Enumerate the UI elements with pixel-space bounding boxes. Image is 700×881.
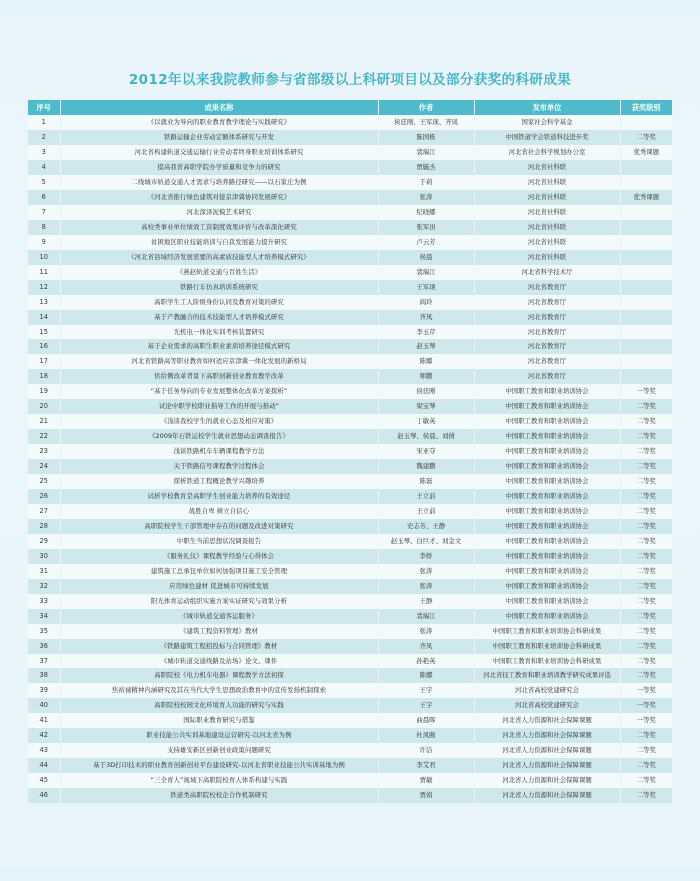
cell-name: 河北省构建轨道交通运输行业劳动者终身职业培训体系研究 [60, 145, 378, 160]
cell-no: 17 [28, 354, 60, 369]
page-top-margin [0, 0, 700, 14]
cell-no: 21 [28, 414, 60, 429]
cell-author: 陈娜 [378, 668, 474, 683]
cell-author: 纪晓娜 [378, 205, 474, 220]
cell-author: 梁宝琴 [378, 399, 474, 414]
cell-no: 33 [28, 594, 60, 609]
cell-award [620, 310, 672, 325]
cell-award: 一等奖 [620, 384, 672, 399]
cell-name: 高职学生工人阶级身份认同及教育对策的研究 [60, 295, 378, 310]
cell-author: 赵玉琴、白巨才、刘金文 [378, 534, 474, 549]
cell-name: 职业技能公共实训基地建设运营研究-以河北省为例 [60, 728, 378, 743]
cell-org: 河北省教育厅 [474, 310, 620, 325]
cell-no: 11 [28, 265, 60, 280]
table-row [28, 668, 672, 683]
cell-author: 裴瑞江 [378, 265, 474, 280]
cell-author: 裴瑞江 [378, 609, 474, 624]
cell-org: 河北省人力资源和社会保障课题 [474, 713, 620, 728]
cell-author: 李艾君 [378, 758, 474, 773]
cell-award: 二等奖 [620, 399, 672, 414]
table-row [28, 609, 672, 624]
table-row [28, 594, 672, 609]
cell-no: 18 [28, 369, 60, 384]
research-results-table [28, 100, 672, 803]
table-row [28, 683, 672, 698]
cell-org: 中国职工教育和职业培训协会科研成果 [474, 624, 620, 639]
cell-name: 《铁路建筑工程招投标与合同管理》教材 [60, 639, 378, 654]
cell-org: 中国职工教育和职业培训协会科研成果 [474, 654, 620, 669]
cell-author: 齐凤 [378, 639, 474, 654]
cell-org: 中国职工教育和职业培训协会 [474, 609, 620, 624]
cell-author: 李娇 [378, 549, 474, 564]
cell-award [620, 369, 672, 384]
cell-name: 高职院校《电力机车电器》课程教学方法初探 [60, 668, 378, 683]
cell-org: 河北省人力资源和社会保障课题 [474, 773, 620, 788]
cell-no: 20 [28, 399, 60, 414]
cell-author: 杜凤颐 [378, 728, 474, 743]
cell-org: 河北省社科联 [474, 175, 620, 190]
cell-org: 中国职工教育和职业培训协会 [474, 519, 620, 534]
cell-name: 贫困地区职业技能培训与自我发展能力提升研究 [60, 235, 378, 250]
results-table-container [0, 100, 700, 803]
page-title: 2012年以来我院教师参与省部级以上科研项目以及部分获奖的科研成果 [128, 72, 572, 88]
cell-author: 张军田 [378, 220, 474, 235]
cell-author: 裴瑞江 [378, 145, 474, 160]
cell-name: 焦裕禄精神内涵研究及其在当代大学生思想政治教育中的宣传发扬机制探索 [60, 683, 378, 698]
cell-name: 《河北省推行绿色建筑对接京津冀协同发展研究》 [60, 190, 378, 205]
cell-author: 赵玉琴、侯晨、刘倩 [378, 429, 474, 444]
cell-org: 中国职工教育和职业培训协会 [474, 414, 620, 429]
cell-name: 《燕赵轨道交通与百姓生活》 [60, 265, 378, 280]
cell-org: 中国职工教育和职业培训协会 [474, 534, 620, 549]
table-row [28, 624, 672, 639]
cell-no: 23 [28, 444, 60, 459]
cell-award [620, 205, 672, 220]
cell-no: 5 [28, 175, 60, 190]
cell-award: 一等奖 [620, 698, 672, 713]
cell-no: 7 [28, 205, 60, 220]
cell-org: 河北省教育厅 [474, 354, 620, 369]
cell-name: “基于任务导向的专业发展整体化改革方案探析” [60, 384, 378, 399]
table-row [28, 713, 672, 728]
table-row [28, 459, 672, 474]
cell-award [620, 160, 672, 175]
column-header-author: 作者 [378, 100, 474, 115]
cell-no: 36 [28, 639, 60, 654]
cell-name: 《河北省县域经济发展需要的高素质技能型人才培养模式研究》 [60, 250, 378, 265]
cell-no: 10 [28, 250, 60, 265]
cell-no: 9 [28, 235, 60, 250]
page-bottom-margin [0, 867, 700, 881]
cell-org: 中国职工教育和职业培训协会 [474, 399, 620, 414]
cell-award: 二等奖 [620, 773, 672, 788]
cell-no: 31 [28, 564, 60, 579]
cell-author: 陈娜 [378, 354, 474, 369]
table-row [28, 579, 672, 594]
table-row [28, 534, 672, 549]
cell-org: 河北省高校党建研究会 [474, 683, 620, 698]
cell-author: 王宇 [378, 683, 474, 698]
table-row [28, 444, 672, 459]
cell-name: 《城市轨道交通客运服务》 [60, 609, 378, 624]
cell-author: 王立前 [378, 489, 474, 504]
table-row [28, 235, 672, 250]
cell-author: 孙艳英 [378, 654, 474, 669]
table-row [28, 758, 672, 773]
cell-author: 张涛 [378, 624, 474, 639]
cell-author: 于莉 [378, 175, 474, 190]
cell-no: 14 [28, 310, 60, 325]
cell-org: 中国职工教育和职业培训协会 [474, 549, 620, 564]
cell-author: 侯廷刚、王军现、齐凤 [378, 115, 474, 130]
cell-no: 43 [28, 743, 60, 758]
cell-award [620, 265, 672, 280]
cell-org: 中国职工教育和职业培训协会 [474, 384, 620, 399]
cell-award: 二等奖 [620, 788, 672, 803]
cell-no: 26 [28, 489, 60, 504]
cell-name: 铁道类高职院校校企合作机制研究 [60, 788, 378, 803]
cell-org: 河北省人力资源和社会保障课题 [474, 728, 620, 743]
cell-name: 应用绿色建材 促进城市可持续发展 [60, 579, 378, 594]
cell-award: 二等奖 [620, 624, 672, 639]
cell-no: 1 [28, 115, 60, 130]
cell-name: 《建筑工程资料管理》教材 [60, 624, 378, 639]
cell-award: 优秀课题 [620, 145, 672, 160]
cell-org: 中国职工教育和职业培训协会 [474, 579, 620, 594]
cell-name: 基于企业需求的高职生职业素质培养途径模式研究 [60, 339, 378, 354]
cell-author: 王宇 [378, 698, 474, 713]
cell-name: 国际职业教育研究与借鉴 [60, 713, 378, 728]
cell-author: 曲晨晖 [378, 713, 474, 728]
cell-no: 37 [28, 654, 60, 669]
cell-name: 《以就业为导向的职业教育教学理论与实践研究》 [60, 115, 378, 130]
cell-award: 二等奖 [620, 564, 672, 579]
cell-no: 45 [28, 773, 60, 788]
table-header-row [28, 100, 672, 115]
cell-name: 河北省铁路高等职业教育如何适应京津冀一体化发展的新格局 [60, 354, 378, 369]
cell-author: 赵玉琴 [378, 339, 474, 354]
cell-no: 42 [28, 728, 60, 743]
cell-author: 陈磊 [378, 474, 474, 489]
cell-award: 二等奖 [620, 534, 672, 549]
table-row [28, 698, 672, 713]
cell-name: 试论中职学校职业指导工作的开展与推动” [60, 399, 378, 414]
cell-no: 27 [28, 504, 60, 519]
table-row [28, 429, 672, 444]
cell-no: 16 [28, 339, 60, 354]
table-row [28, 414, 672, 429]
cell-org: 中国职工教育和职业培训协会科研成果 [474, 639, 620, 654]
cell-award: 二等奖 [620, 444, 672, 459]
table-row [28, 369, 672, 384]
cell-award [620, 325, 672, 340]
table-row [28, 354, 672, 369]
cell-no: 34 [28, 609, 60, 624]
table-row [28, 788, 672, 803]
cell-no: 3 [28, 145, 60, 160]
cell-award [620, 250, 672, 265]
table-row [28, 339, 672, 354]
column-header-no: 序号 [28, 100, 60, 115]
cell-award: 二等奖 [620, 130, 672, 145]
cell-name: 建筑施工总承包单位如何加强项目施工安全管理 [60, 564, 378, 579]
cell-org: 河北省人力资源和社会保障课题 [474, 743, 620, 758]
cell-name: 支持雄安新区创新创业政策问题研究 [60, 743, 378, 758]
cell-name: 铁路运输企业劳动定额体系研究与开发 [60, 130, 378, 145]
table-header [28, 100, 672, 115]
cell-org: 中国职工教育和职业培训协会 [474, 564, 620, 579]
cell-org: 河北省社科联 [474, 205, 620, 220]
cell-author: 丁敏英 [378, 414, 474, 429]
cell-award: 二等奖 [620, 639, 672, 654]
cell-award: 一等奖 [620, 713, 672, 728]
cell-award [620, 295, 672, 310]
table-row [28, 220, 672, 235]
cell-award: 二等奖 [620, 668, 672, 683]
cell-award: 二等奖 [620, 594, 672, 609]
cell-name: 战胜自卑 树立自信心 [60, 504, 378, 519]
cell-award: 二等奖 [620, 489, 672, 504]
table-row [28, 743, 672, 758]
cell-award: 二等奖 [620, 609, 672, 624]
cell-org: 河北省社科联 [474, 235, 620, 250]
cell-no: 35 [28, 624, 60, 639]
cell-name: 二线城市轨道交通人才需求与培养路径研究——以石家庄为例 [60, 175, 378, 190]
cell-no: 40 [28, 698, 60, 713]
cell-no: 38 [28, 668, 60, 683]
cell-award: 二等奖 [620, 429, 672, 444]
cell-no: 39 [28, 683, 60, 698]
cell-org: 河北省教育厅 [474, 280, 620, 295]
cell-author: 宋亚夺 [378, 444, 474, 459]
table-row [28, 190, 672, 205]
cell-author: 王立前 [378, 504, 474, 519]
cell-name: “三全育人”视域下高职院校育人体系构建与实践 [60, 773, 378, 788]
cell-org: 国家社会科学基金 [474, 115, 620, 130]
cell-name: 供给侧改革背景下高职创新创业教育教学改革 [60, 369, 378, 384]
cell-name: 高职院校校园文化环境育人功能的研究与实践 [60, 698, 378, 713]
table-row [28, 654, 672, 669]
table-row [28, 549, 672, 564]
cell-no: 24 [28, 459, 60, 474]
cell-org: 河北省教育厅 [474, 339, 620, 354]
table-row [28, 130, 672, 145]
cell-name: 光机电一体化实训考核装置研究 [60, 325, 378, 340]
table-row [28, 265, 672, 280]
cell-award [620, 175, 672, 190]
cell-award [620, 220, 672, 235]
cell-award: 二等奖 [620, 519, 672, 534]
table-row [28, 504, 672, 519]
cell-author: 陈国栋 [378, 130, 474, 145]
cell-name: 《服务礼仪》课程教学经验与心得体会 [60, 549, 378, 564]
cell-author: 师鹏 [378, 369, 474, 384]
cell-name: 中职生当前思想状况调查报告 [60, 534, 378, 549]
cell-author: 许洁 [378, 743, 474, 758]
column-header-org: 发布单位 [474, 100, 620, 115]
cell-author: 侯廷刚 [378, 384, 474, 399]
cell-org: 河北省人力资源和社会保障课题 [474, 788, 620, 803]
cell-award: 二等奖 [620, 758, 672, 773]
cell-author: 魏建鹏 [378, 459, 474, 474]
cell-name: 浅谈铁路机车车辆课程教学方法 [60, 444, 378, 459]
cell-award [620, 339, 672, 354]
cell-org: 河北省技工教育和职业培训教学研究成果评选 [474, 668, 620, 683]
cell-author: 齐凤 [378, 310, 474, 325]
table-row [28, 474, 672, 489]
column-header-award: 获奖级别 [620, 100, 672, 115]
table-row [28, 384, 672, 399]
cell-org: 中国职工教育和职业培训协会 [474, 504, 620, 519]
cell-no: 13 [28, 295, 60, 310]
cell-org: 河北省社科联 [474, 250, 620, 265]
cell-no: 4 [28, 160, 60, 175]
cell-author: 张涛 [378, 564, 474, 579]
cell-author: 卢云芳 [378, 235, 474, 250]
cell-award: 二等奖 [620, 549, 672, 564]
cell-author: 李玉芹 [378, 325, 474, 340]
cell-award: 二等奖 [620, 504, 672, 519]
cell-author: 张涛 [378, 579, 474, 594]
table-row [28, 145, 672, 160]
cell-no: 30 [28, 549, 60, 564]
table-row [28, 160, 672, 175]
cell-no: 8 [28, 220, 60, 235]
table-row [28, 295, 672, 310]
cell-award: 二等奖 [620, 654, 672, 669]
cell-author: 王静 [378, 594, 474, 609]
cell-no: 22 [28, 429, 60, 444]
cell-org: 河北省教育厅 [474, 295, 620, 310]
cell-author: 贾毓杰 [378, 160, 474, 175]
cell-award [620, 235, 672, 250]
cell-no: 12 [28, 280, 60, 295]
cell-award: 二等奖 [620, 728, 672, 743]
cell-org: 河北省人力资源和社会保障课题 [474, 758, 620, 773]
table-row [28, 175, 672, 190]
cell-award: 一等奖 [620, 683, 672, 698]
cell-org: 河北省科学技术厅 [474, 265, 620, 280]
cell-org: 中国职工教育和职业培训协会 [474, 444, 620, 459]
cell-author: 贾敏 [378, 773, 474, 788]
table-row [28, 489, 672, 504]
cell-name: 高校类事业单位绩效工资制度效果评价与改革深化研究 [60, 220, 378, 235]
cell-name: 《城市轨道交通线路及站场》论文、课件 [60, 654, 378, 669]
table-row [28, 728, 672, 743]
cell-name: 试析学校教育是高职学生创业能力培养的有效途径 [60, 489, 378, 504]
cell-no: 15 [28, 325, 60, 340]
cell-no: 25 [28, 474, 60, 489]
cell-no: 2 [28, 130, 60, 145]
cell-org: 中国职工教育和职业培训协会 [474, 594, 620, 609]
cell-author: 阎玲 [378, 295, 474, 310]
cell-org: 中国职工教育和职业培训协会 [474, 489, 620, 504]
cell-org: 中国铁道学会铁道科技进步奖 [474, 130, 620, 145]
cell-award [620, 354, 672, 369]
cell-name: 《浅谈我校学生的就业心态及相应对策》 [60, 414, 378, 429]
cell-name: 关于铁路信号课程教学过程体会 [60, 459, 378, 474]
cell-award: 二等奖 [620, 414, 672, 429]
cell-name: 《2009年石铁运校学生就业思想动态调查报告》 [60, 429, 378, 444]
cell-name: 铁路行车仿真培训系统研究 [60, 280, 378, 295]
cell-org: 中国职工教育和职业培训协会 [474, 459, 620, 474]
cell-no: 32 [28, 579, 60, 594]
column-header-name: 成果名称 [60, 100, 378, 115]
cell-name: 探析铁道工程概论教学兴趣培养 [60, 474, 378, 489]
cell-org: 河北省社会科学规划办公室 [474, 145, 620, 160]
cell-org: 中国职工教育和职业培训协会 [474, 474, 620, 489]
cell-name: 提高我省高职学院办学质量和竞争力的研究 [60, 160, 378, 175]
cell-award: 二等奖 [620, 459, 672, 474]
cell-award: 二等奖 [620, 474, 672, 489]
cell-author: 贾娟 [378, 788, 474, 803]
table-row [28, 639, 672, 654]
cell-org: 河北省社科联 [474, 160, 620, 175]
cell-award [620, 115, 672, 130]
cell-no: 46 [28, 788, 60, 803]
table-body [28, 115, 672, 803]
table-row [28, 564, 672, 579]
cell-name: 河北深泽泥模艺术研究 [60, 205, 378, 220]
cell-award [620, 280, 672, 295]
cell-org: 河北省高校党建研究会 [474, 698, 620, 713]
cell-award: 优秀课题 [620, 190, 672, 205]
cell-award: 二等奖 [620, 743, 672, 758]
cell-name: 阳光体育运动组织实施方案实证研究与效果分析 [60, 594, 378, 609]
cell-author: 侯晨 [378, 250, 474, 265]
cell-no: 29 [28, 534, 60, 549]
cell-no: 28 [28, 519, 60, 534]
cell-name: 基于3D打印技术的职业教育创新创业平台建设研究-以河北省职业技能公共实训基地为例 [60, 758, 378, 773]
cell-no: 6 [28, 190, 60, 205]
cell-org: 河北省教育厅 [474, 325, 620, 340]
cell-no: 41 [28, 713, 60, 728]
table-row [28, 519, 672, 534]
cell-author: 张涛 [378, 190, 474, 205]
table-row [28, 310, 672, 325]
cell-award: 二等奖 [620, 579, 672, 594]
table-row [28, 115, 672, 130]
table-row [28, 250, 672, 265]
table-row [28, 205, 672, 220]
table-row [28, 399, 672, 414]
cell-org: 中国职工教育和职业培训协会 [474, 429, 620, 444]
cell-name: 基于产教融合的技术技能型人才培养模式研究 [60, 310, 378, 325]
cell-org: 河北省社科联 [474, 220, 620, 235]
table-row [28, 773, 672, 788]
cell-no: 44 [28, 758, 60, 773]
table-row [28, 325, 672, 340]
cell-no: 19 [28, 384, 60, 399]
cell-author: 史志芳、王静 [378, 519, 474, 534]
cell-org: 河北省社科联 [474, 190, 620, 205]
table-row [28, 280, 672, 295]
cell-org: 河北省教育厅 [474, 369, 620, 384]
cell-author: 王军现 [378, 280, 474, 295]
cell-name: 高职院校学生干部管理中存在的问题及改进对策研究 [60, 519, 378, 534]
